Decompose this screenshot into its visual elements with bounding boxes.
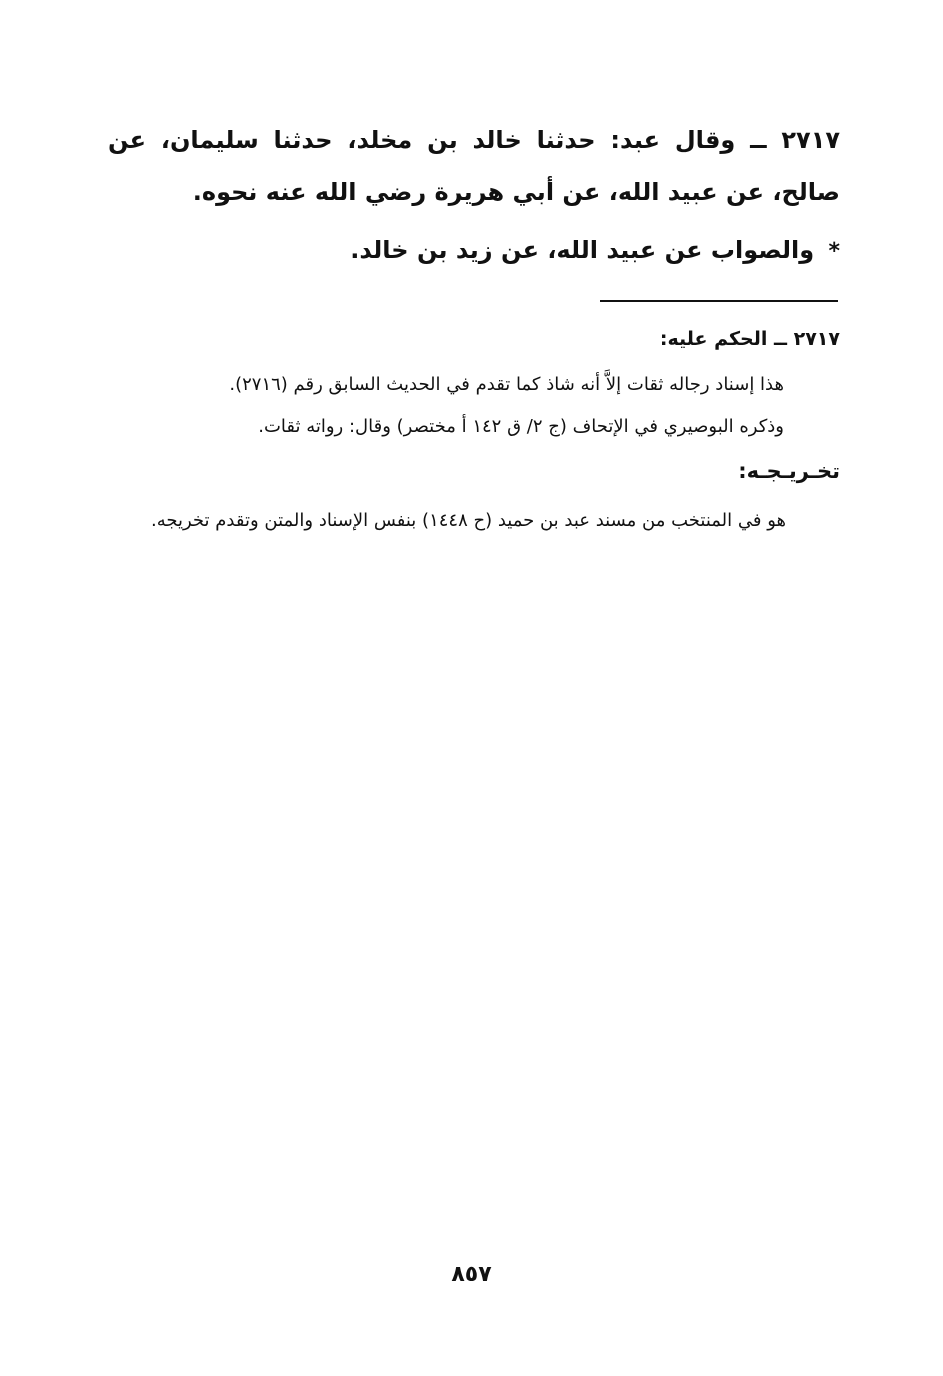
takhrij-text: هو في المنتخب من مسند عبد بن حميد (ح ١٤٤٨) بنفس الإسناد والمتن وتقدم تخريجه. (150, 510, 786, 531)
ruling-line-1: هذا إسناد رجاله ثقات إلاَّ أنه شاذ كما تقدم في الحديث السابق رقم (٢٧١٦). (229, 374, 784, 395)
page-number: ٨٥٧ (451, 1262, 492, 1287)
takhrij-heading: تخـريـجـه: (738, 459, 840, 483)
ruling-line-2: وذكره البوصيري في الإتحاف (ج ٢/ ق ١٤٢ أ مختصر) وقال: رواته ثقات. (258, 416, 784, 437)
hadith-text: ٢٧١٧ ــ وقال عبد: حدثنا خالد بن مخلد، حدثنا سليمان، عن صالح، عن عبيد الله، عن أبي هريرة رضي الله عنه نحوه. (108, 126, 840, 206)
footnote-divider (600, 300, 838, 302)
editor-note-text: والصواب عن عبيد الله، عن زيد بن خالد. (350, 236, 815, 264)
editor-note (108, 224, 844, 278)
ruling-heading: ٢٧١٧ ــ الحكم عليه: (659, 328, 840, 350)
asterisk-marker: * (828, 239, 840, 264)
